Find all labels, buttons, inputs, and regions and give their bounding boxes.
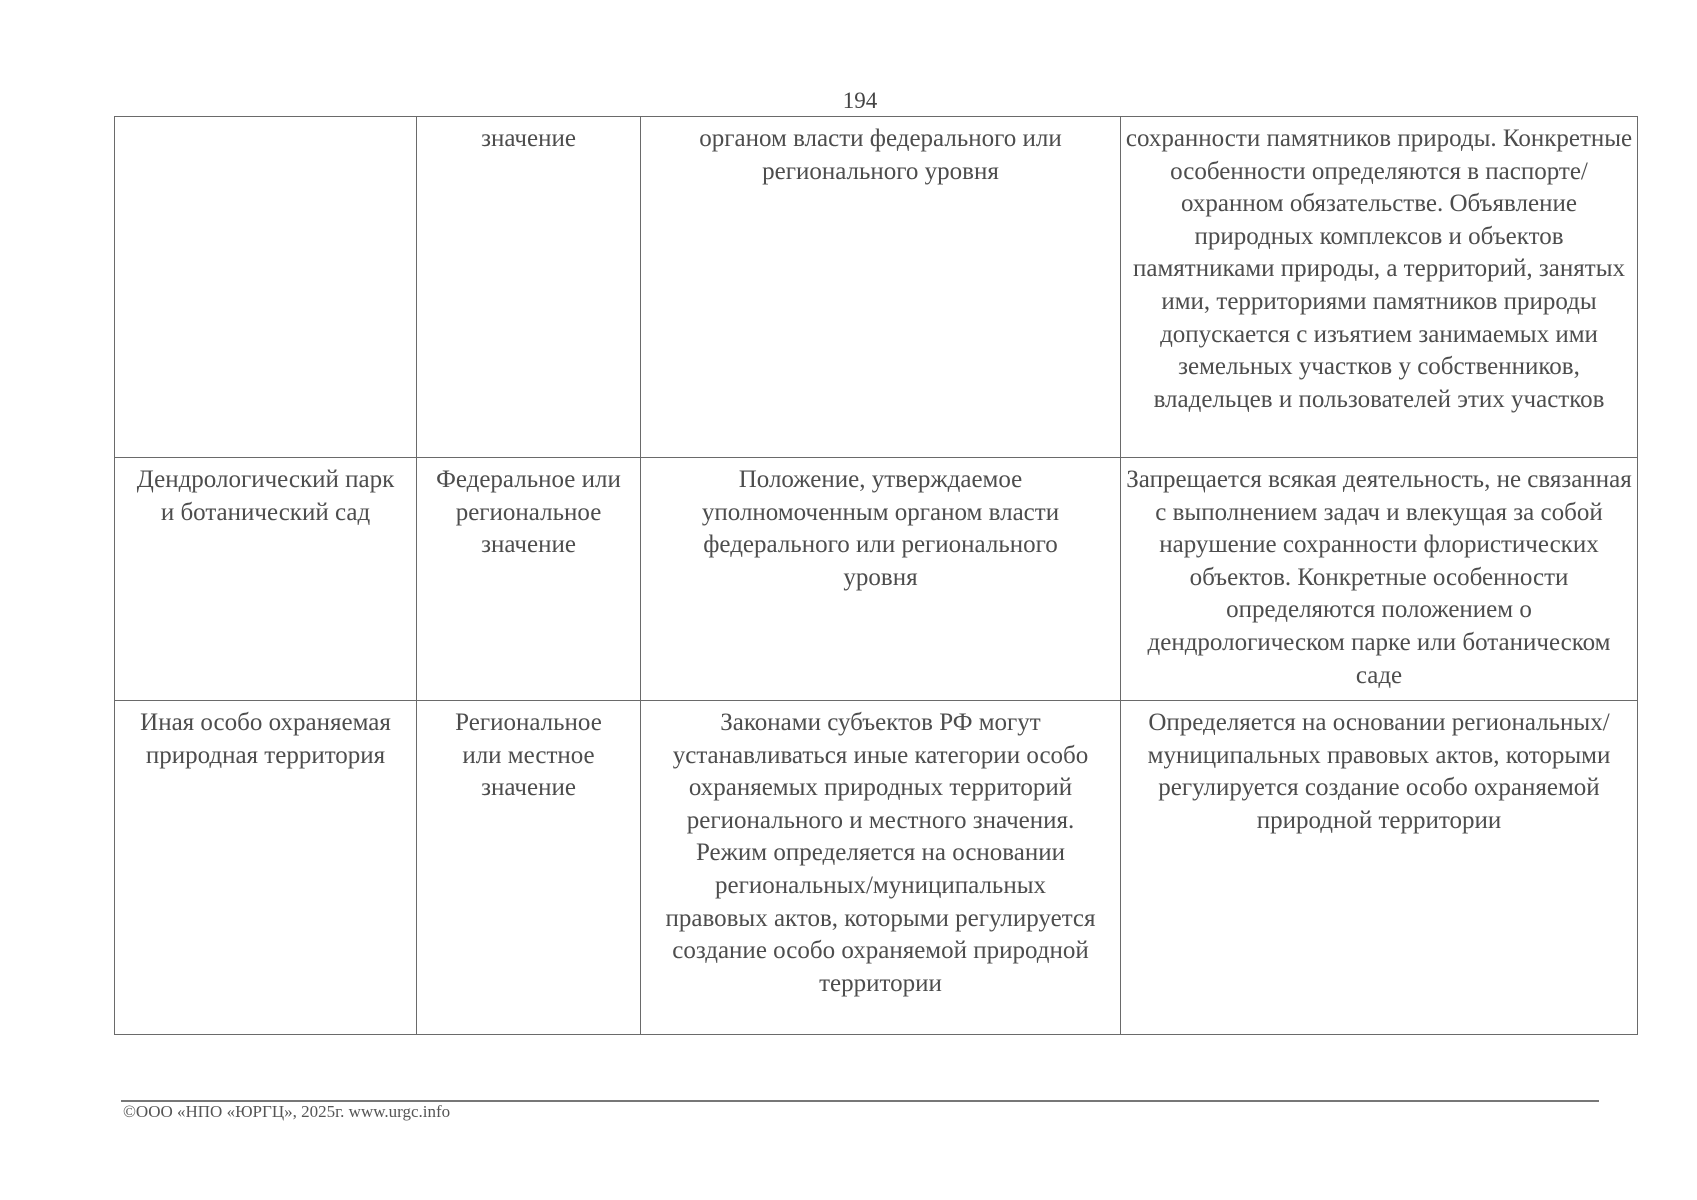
- cell-regulation: органом власти федерального или регионального уровня: [641, 117, 1121, 458]
- cell-regulation: Положение, утверждаемое уполномоченным органом власти федерального или регионального уровня: [641, 458, 1121, 701]
- table-row: [115, 458, 1638, 701]
- table-row: [115, 117, 1638, 458]
- cell-regulation: [641, 701, 1121, 1035]
- table-row: [115, 701, 1638, 1035]
- regulation-paragraph-2: Режим определяется на основании региональных/муниципальных правовых актов, которыми регулируется создание особо охраняемой природной территории: [665, 839, 1096, 997]
- cell-significance: значение: [417, 117, 641, 458]
- cell-type: Дендрологический парк и ботанический сад: [115, 458, 417, 701]
- cell-type: Иная особо охраняемая природная территория: [115, 701, 417, 1035]
- cell-regime: Определяется на основании региональных/муниципальных правовых актов, которыми регулируется создание особо охраняемой природной территории: [1121, 701, 1638, 1035]
- cell-regime: сохранности памятников природы. Конкретные особенности определяются в паспорте/охранном обязательстве. Объявление природных комплексов и объектов памятниками природы, а территорий, занятых ими, территориями памятников природы допускается с изъятием занимаемых ими земельных участков у собственников, владельцев и пользователей этих участков: [1121, 117, 1638, 458]
- protected-areas-table: [114, 116, 1638, 1035]
- cell-significance: Федеральное или региональное значение: [417, 458, 641, 701]
- page-number: 194: [842, 88, 878, 113]
- cell-type: [115, 117, 417, 458]
- cell-significance: Региональное или местное значение: [417, 701, 641, 1035]
- cell-regime: Запрещается всякая деятельность, не связанная с выполнением задач и влекущая за собой нарушение сохранности флористических объектов. Конкретные особенности определяются положением о дендрологическом парке или ботаническом саде: [1121, 458, 1638, 701]
- regulation-paragraph-1: Законами субъектов РФ могут устанавливаться иные категории особо охраняемых природных территорий регионального и местного значения.: [672, 709, 1089, 834]
- footer-copyright: ©ООО «НПО «ЮРГЦ», 2025г. www.urgc.info: [123, 1102, 451, 1121]
